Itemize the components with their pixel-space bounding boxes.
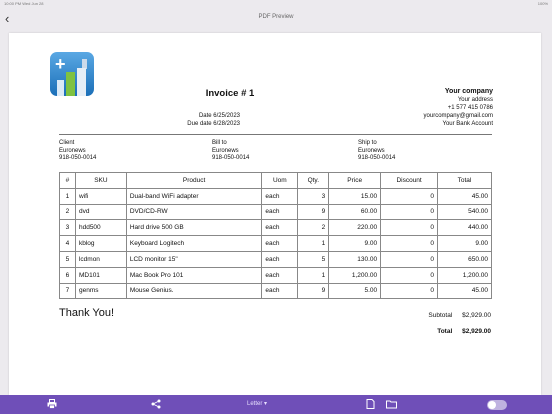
table-row (60, 283, 492, 299)
status-bar (0, 0, 552, 8)
toggle-switch[interactable] (487, 400, 507, 410)
cell-uom: each (262, 251, 298, 267)
cell-number: 7 (60, 283, 76, 299)
table-row (60, 188, 492, 204)
cell-uom: each (262, 204, 298, 220)
dropdown-arrow-icon: ▾ (264, 401, 268, 407)
table-row (60, 220, 492, 236)
cell-total: 9.00 (438, 236, 492, 252)
table-row (60, 251, 492, 267)
col-header-discount: Discount (381, 173, 438, 189)
cell-discount: 0 (381, 204, 438, 220)
cell-discount: 0 (381, 188, 438, 204)
cell-sku: hdd500 (75, 220, 126, 236)
client-name: Euronews (59, 147, 86, 154)
ship-to-block (358, 140, 395, 163)
cell-sku: genms (75, 283, 126, 299)
cell-uom: each (262, 236, 298, 252)
company-name: Your company (444, 88, 493, 95)
company-phone: +1 577 415 0786 (447, 105, 493, 111)
cell-number: 3 (60, 220, 76, 236)
cell-discount: 0 (381, 267, 438, 283)
cell-number: 2 (60, 204, 76, 220)
table-header-row (60, 173, 492, 189)
cell-price: 9.00 (329, 236, 381, 252)
cell-qty: 9 (298, 204, 329, 220)
page-icon[interactable] (366, 399, 375, 411)
cell-discount: 0 (381, 220, 438, 236)
share-icon[interactable] (151, 399, 161, 411)
col-header-sku: SKU (75, 173, 126, 189)
table-row (60, 267, 492, 283)
ship-to-label: Ship to (358, 140, 377, 146)
invoice-date: Date 6/25/2023 (198, 113, 240, 119)
cell-discount: 0 (381, 236, 438, 252)
subtotal-value: $2,929.00 (462, 312, 491, 319)
cell-product: DVD/CD-RW (126, 204, 262, 220)
cell-total: 440.00 (438, 220, 492, 236)
cell-qty: 2 (298, 220, 329, 236)
print-icon[interactable] (47, 399, 57, 411)
subtotal-line (428, 312, 491, 319)
bill-to-label: Bill to (212, 140, 227, 146)
bill-to-name: Euronews (212, 147, 239, 154)
company-bank: Your Bank Account (442, 121, 493, 127)
cell-total: 45.00 (438, 188, 492, 204)
cell-price: 15.00 (329, 188, 381, 204)
company-info (424, 88, 493, 128)
cell-sku: dvd (75, 204, 126, 220)
client-block (59, 140, 96, 163)
cell-qty: 9 (298, 283, 329, 299)
page-title: PDF Preview (258, 14, 294, 20)
client-label: Client (59, 140, 75, 146)
cell-product: LCD monitor 15" (126, 251, 262, 267)
cell-product: Mouse Genius. (126, 283, 262, 299)
cell-number: 6 (60, 267, 76, 283)
cell-uom: each (262, 267, 298, 283)
col-header-uom: Uom (262, 173, 298, 189)
subtotal-label: Subtotal (428, 312, 453, 319)
invoice-items-table (59, 172, 492, 299)
cell-number: 4 (60, 236, 76, 252)
cell-total: 650.00 (438, 251, 492, 267)
total-label: Total (437, 328, 453, 335)
cell-discount: 0 (381, 283, 438, 299)
cell-price: 60.00 (329, 204, 381, 220)
client-phone: 918-050-0014 (59, 155, 97, 161)
cell-sku: lcdmon (75, 251, 126, 267)
cell-discount: 0 (381, 251, 438, 267)
cell-sku: kblog (75, 236, 126, 252)
navigation-bar (0, 8, 552, 30)
total-line (437, 328, 491, 335)
cell-qty: 5 (298, 251, 329, 267)
ship-to-phone: 918-050-0014 (358, 155, 396, 161)
cell-uom: each (262, 283, 298, 299)
status-battery: 100% (537, 1, 548, 6)
cell-total: 1,200.00 (438, 267, 492, 283)
cell-qty: 3 (298, 188, 329, 204)
cell-price: 130.00 (329, 251, 381, 267)
col-header-product: Product (126, 173, 262, 189)
paper-size-selector[interactable] (247, 399, 267, 409)
cell-price: 1,200.00 (329, 267, 381, 283)
col-header-price: Price (329, 173, 381, 189)
total-value: $2,929.00 (462, 328, 491, 335)
cell-product: Dual-band WiFi adapter (126, 188, 262, 204)
col-header-number: # (60, 173, 76, 189)
ship-to-name: Euronews (358, 147, 385, 154)
bottom-toolbar (0, 395, 552, 414)
folder-icon[interactable] (386, 399, 397, 411)
bill-to-phone: 918-050-0014 (212, 155, 250, 161)
cell-total: 45.00 (438, 283, 492, 299)
cell-qty: 1 (298, 267, 329, 283)
invoice-due-date: Due date 6/28/2023 (187, 121, 240, 127)
thank-you-note: Thank You! (59, 307, 115, 319)
header-divider (59, 134, 492, 135)
cell-sku: wifi (75, 188, 126, 204)
cell-number: 1 (60, 188, 76, 204)
cell-product: Mac Book Pro 101 (126, 267, 262, 283)
cell-product: Hard drive 500 GB (126, 220, 262, 236)
paper-size-label: Letter (247, 401, 263, 407)
cell-sku: MD101 (75, 267, 126, 283)
col-header-total: Total (438, 173, 492, 189)
cell-qty: 1 (298, 236, 329, 252)
status-time: 10:00 PM Wed Jun 28 (4, 1, 44, 6)
table-row (60, 236, 492, 252)
cell-price: 220.00 (329, 220, 381, 236)
invoice-title: Invoice # 1 (205, 88, 255, 99)
cell-uom: each (262, 220, 298, 236)
col-header-qty: Qty. (298, 173, 329, 189)
cell-product: Keyboard Logitech (126, 236, 262, 252)
toggle-knob (488, 401, 496, 409)
cell-price: 5.00 (329, 283, 381, 299)
back-chevron-icon[interactable]: ‹ (5, 11, 10, 26)
table-row (60, 204, 492, 220)
company-email: yourcompany@gmail.com (423, 113, 493, 119)
cell-uom: each (262, 188, 298, 204)
bill-to-block (212, 140, 249, 163)
cell-number: 5 (60, 251, 76, 267)
company-logo-icon: + (50, 52, 94, 96)
company-address: Your address (457, 97, 493, 103)
cell-total: 540.00 (438, 204, 492, 220)
